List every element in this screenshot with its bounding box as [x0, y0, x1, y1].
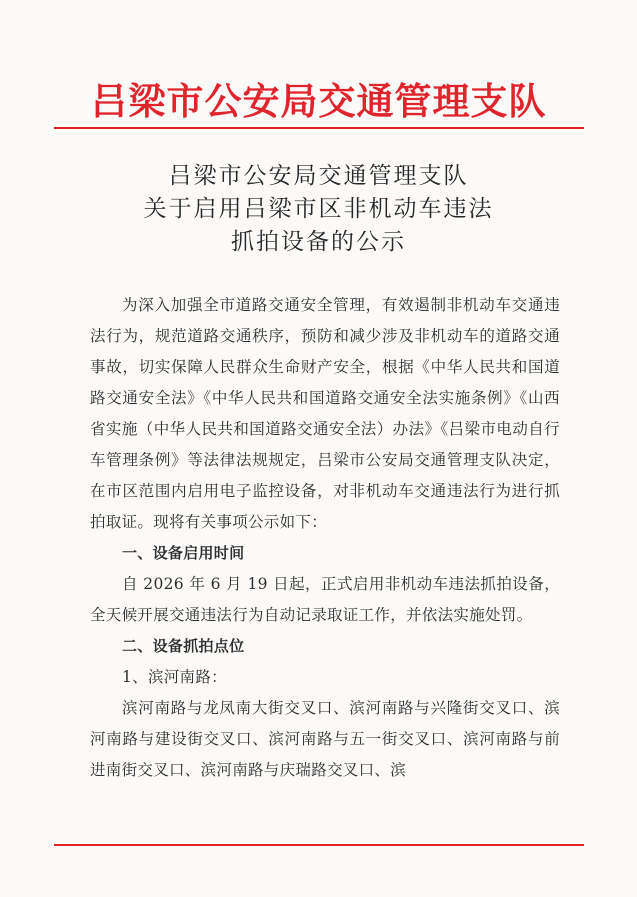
- document-title: [0, 160, 637, 259]
- section-2-paragraph: 滨河南路与龙凤南大街交叉口、滨河南路与兴隆街交叉口、滨河南路与建设街交叉口、滨河南路与五一街交叉口、滨河南路与前进南街交叉口、滨河南路与庆瑞路交叉口、滨: [90, 699, 560, 779]
- section-1-paragraph: 自 2026 年 6 月 19 日起，正式启用非机动车违法抓拍设备，全天候开展交通违法行为自动记录取证工作，并依法实施处罚。: [90, 575, 560, 624]
- title-line-1: 吕梁市公安局交通管理支队: [168, 163, 469, 189]
- letterhead-divider-top: [54, 127, 584, 129]
- footer-divider: [54, 844, 584, 846]
- title-line-2: 关于启用吕梁市区非机动车违法: [143, 196, 494, 222]
- document-body: [90, 290, 560, 786]
- intro-paragraph: 为深入加强全市道路交通安全管理，有效遏制非机动车交通违法行为，规范道路交通秩序，预防和减少涉及非机动车的道路交通事故，切实保障人民群众生命财产安全，根据《中华人民共和国道路交通安全法》《中华人民共和国道路交通安全法实施条例》《山西省实施（中华人民共和国道路交通安全法）办法》《吕梁市电动自行车管理条例》等法律法规规定，吕梁市公安局交通管理支队决定，在市区范围内启用电子监控设备，对非机动车交通违法行为进行抓拍取证。现将有关事项公示如下：: [90, 296, 560, 531]
- section-1-heading: 一、设备启用时间: [122, 544, 245, 562]
- title-line-3: 抓拍设备的公示: [231, 229, 406, 255]
- section-2-subheading: 1、滨河南路：: [122, 668, 227, 686]
- section-2-heading: 二、设备抓拍点位: [122, 637, 245, 655]
- letterhead-title: 吕梁市公安局交通管理支队: [90, 79, 547, 123]
